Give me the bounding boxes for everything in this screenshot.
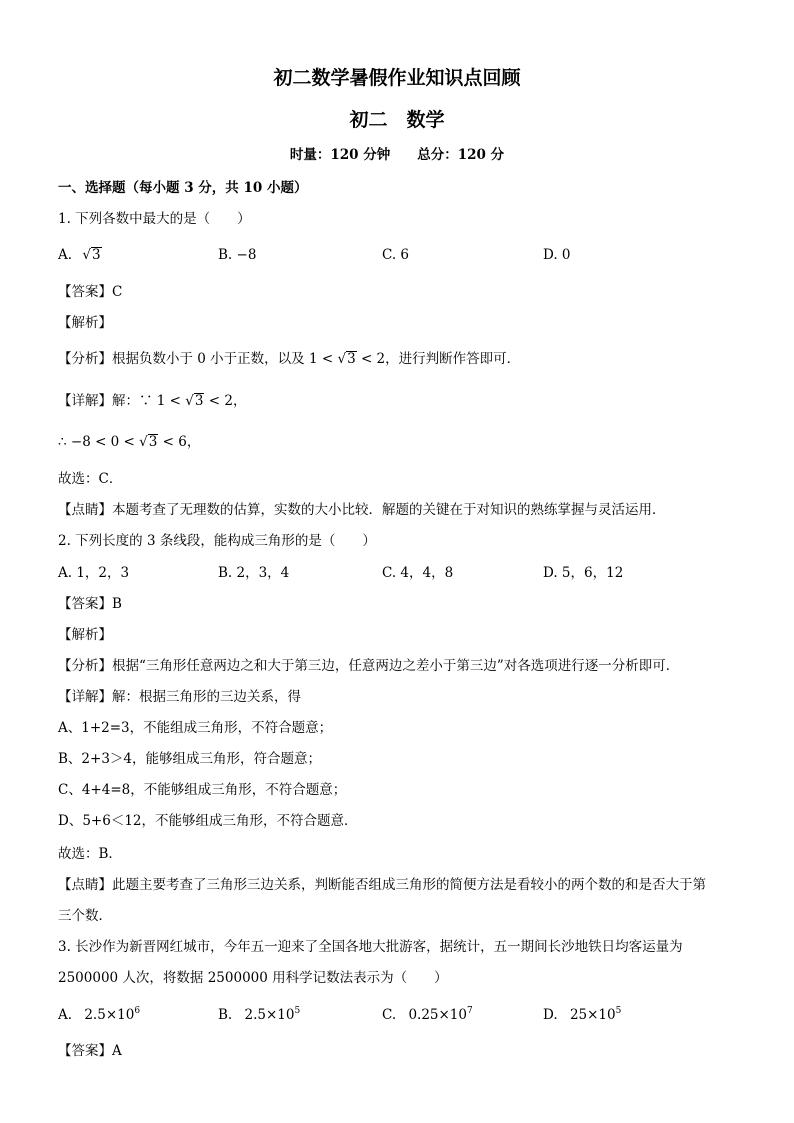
dianjing-text: 此题主要考查了三角形三边关系，判断能否组成三角形的简便方法是看较小的两个数的和是否大于第 [112,877,706,893]
sqrt-expr: √3 [185,393,204,409]
section-heading: 一、选择题（每小题 3 分，共 10 小题） [58,180,308,196]
math-part: < 2 [356,351,386,367]
option-a [58,1006,140,1024]
analysis-tag-1 [58,314,736,332]
sqrt-expr: √3 [337,351,356,367]
option-a-sqrt: √3 [82,247,101,263]
dianjing-line-2b: 三个数． [58,908,112,924]
option-c-label: C. [382,1007,397,1023]
option-d-exponent: 5 [615,1006,622,1016]
fenxi-text-end: ，进行判断作答即可． [385,351,521,367]
option-c: C. 4，4，8 [382,565,454,581]
math-part: < 6 [158,434,187,450]
option-a [58,246,102,264]
answer-tag: 【答案】 [58,284,112,300]
dianjing-line-1 [58,501,736,519]
document-subtitle: 初二 数学 [349,109,445,131]
option-a: A. 1，2，3 [58,565,130,581]
choose-line-2: 故选：B． [58,846,122,862]
answer-line-1 [58,283,736,301]
fenxi-line-2 [58,657,736,675]
xiangjie-text-end: ， [232,393,247,409]
analysis-tag-2 [58,626,736,644]
question-2-stem: 2. 下列长度的 3 条线段，能构成三角形的是（ ） [58,533,376,549]
fenxi-line-1 [58,350,736,368]
exam-meta: 时量：120 分钟 总分：120 分 [289,147,505,163]
xiangjie-tag: 【详解】 [58,689,112,705]
dianjing-line-2a [58,876,736,894]
case-c-line: C、4+4=8，不能够组成三角形，不符合题意； [58,782,347,798]
radicand: 3 [91,247,101,263]
question-3-stem-line1: 3. 长沙作为新晋网红城市，今年五一迎来了全国各地大批游客，据统计，五一期间长沙地铁日均客运量为 [58,939,683,955]
radicand: 3 [194,393,204,409]
math-part: 1 < [156,393,186,409]
question-1-stem: 1. 下列各数中最大的是（ ） [58,211,251,227]
option-c: C. 6 [382,247,410,263]
option-b-label: B. [218,1007,233,1023]
analysis-tag: 【解析】 [58,315,112,331]
math-part: ∴ −8 < 0 < [58,434,140,450]
option-c [382,1006,473,1024]
dianjing-tag: 【点睛】 [58,877,112,893]
option-d: D. 0 [543,247,571,263]
xiangjie-line-1 [58,392,736,410]
radicand: 3 [148,434,158,450]
dianjing-tag: 【点睛】 [58,502,112,518]
option-c-exponent: 7 [467,1006,473,1016]
option-d [543,1006,621,1024]
answer-value: A [112,1043,122,1059]
question-3-options [58,1006,736,1026]
case-b-line: B、2+3＞4，能够组成三角形，符合题意； [58,751,321,767]
xiangjie-tag: 【详解】 [58,393,112,409]
answer-tag: 【答案】 [58,596,112,612]
math-part: 1 < [308,351,338,367]
fenxi-tag: 【分析】 [58,351,112,367]
question-1-options [58,246,736,266]
option-d-base: 25×10 [569,1007,616,1023]
option-a-base: 2.5×10 [84,1007,135,1023]
analysis-tag: 【解析】 [58,627,112,643]
option-a-exponent: 6 [134,1006,141,1016]
question-3-stem-line2: 2500000 人次，将数据 2500000 用科学记数法表示为（ ） [58,970,448,986]
xiangjie-text: 解：∵ [112,393,157,409]
choose-line-1: 故选：C． [58,471,123,487]
sqrt-expr: √3 [139,434,158,450]
fenxi-tag: 【分析】 [58,658,112,674]
option-d-label: D. [543,1007,558,1023]
therefore-line [58,433,736,451]
answer-value: B [112,596,122,612]
question-2-options [58,564,736,584]
option-a-label: A. [58,1007,73,1023]
option-d: D. 5，6，12 [543,565,624,581]
fenxi-text: 根据“三角形任意两边之和大于第三边，任意两边之差小于第三边”对各选项进行逐一分析即可． [112,658,680,674]
case-a-line: A、1+2=3，不能组成三角形，不符合题意； [58,720,333,736]
xiangjie-text: 解：根据三角形的三边关系，得 [112,689,301,705]
radicand: 3 [347,351,356,367]
fenxi-text: 根据负数小于 0 小于正数，以及 [112,351,309,367]
document-title: 初二数学暑假作业知识点回顾 [273,67,521,89]
math-part: < 2 [204,393,233,409]
answer-line-3 [58,1042,736,1060]
answer-line-2 [58,595,736,613]
xiangjie-line-2 [58,688,736,706]
option-a-label: A. [58,247,73,263]
case-d-line: D、5+6＜12，不能够组成三角形，不符合题意． [58,813,358,829]
answer-tag: 【答案】 [58,1043,112,1059]
answer-value: C [112,284,123,300]
option-c-base: 0.25×10 [408,1007,467,1023]
option-b: B. −8 [218,247,257,263]
option-b-base: 2.5×10 [244,1007,295,1023]
dianjing-text: 本题考查了无理数的估算，实数的大小比较．解题的关键在于对知识的熟练掌握与灵活运用． [112,502,666,518]
option-b [218,1006,300,1024]
text-end: ， [186,434,201,450]
option-b: B. 2，3，4 [218,565,290,581]
option-b-exponent: 5 [294,1006,301,1016]
